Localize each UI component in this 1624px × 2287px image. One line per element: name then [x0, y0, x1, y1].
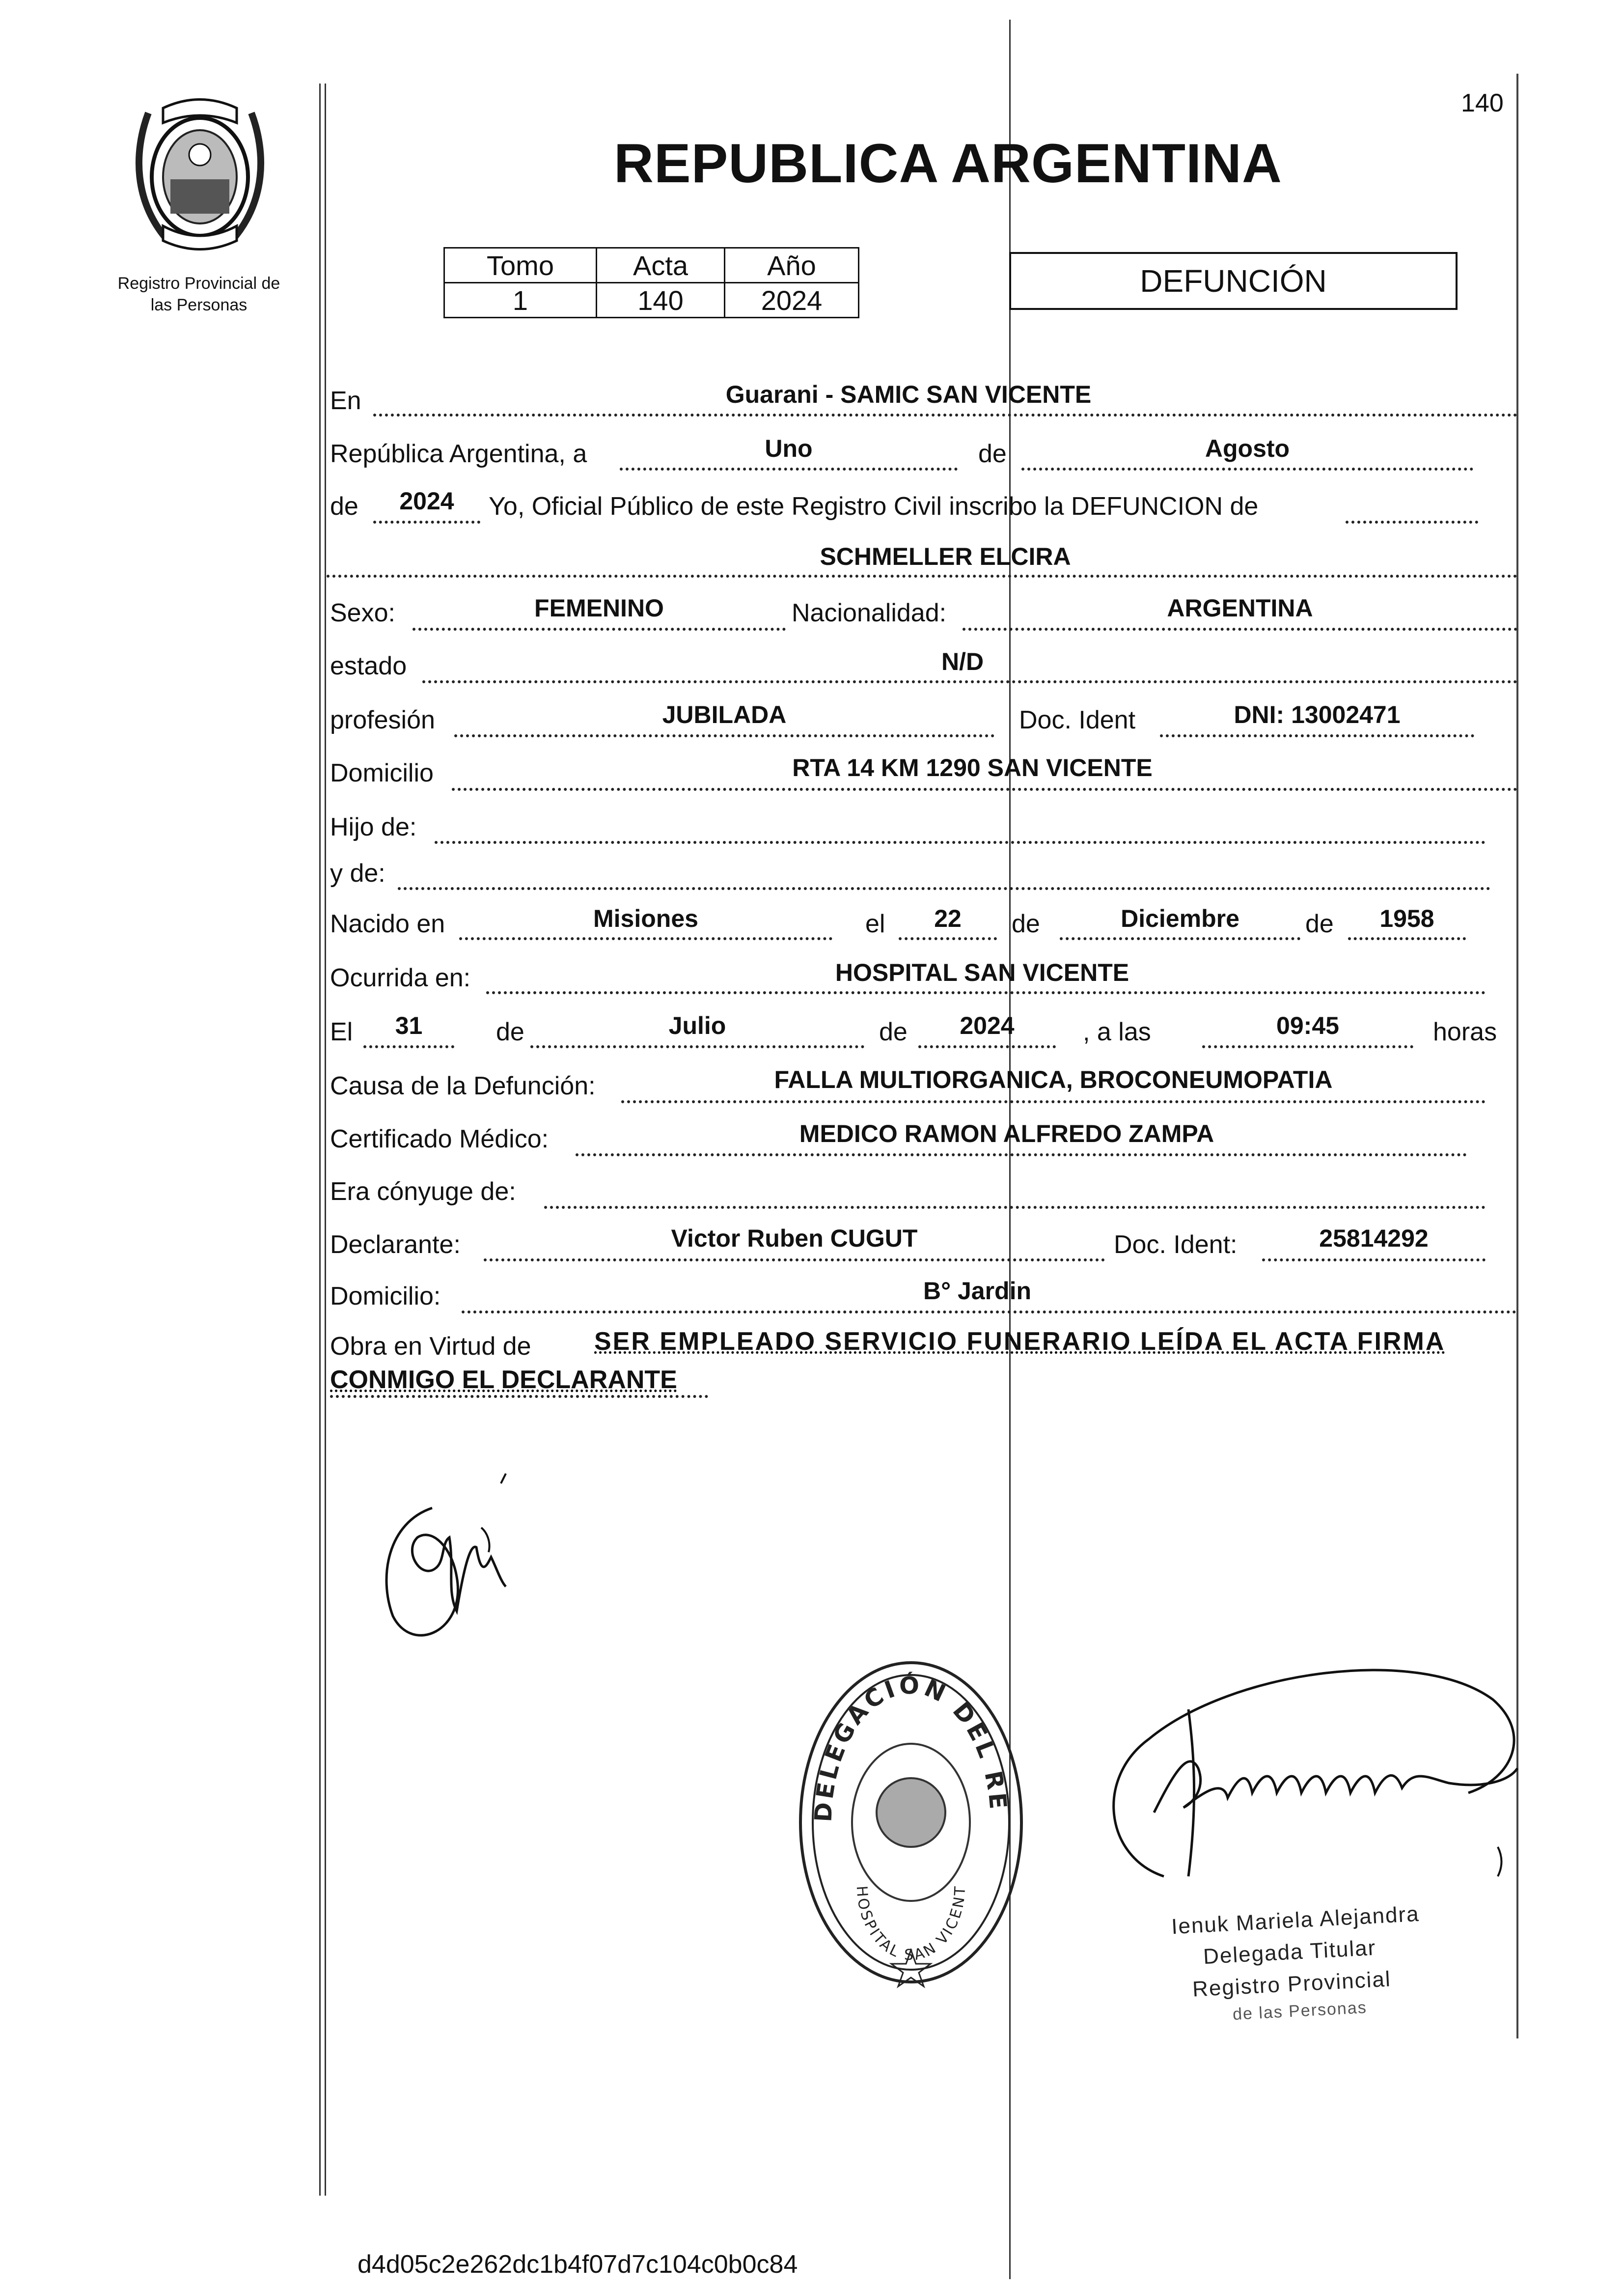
acta-header: Acta — [597, 248, 725, 283]
year-line — [373, 521, 480, 524]
en-line — [373, 414, 1517, 417]
domicilio2-label: Domicilio: — [330, 1282, 441, 1311]
nacionalidad-line — [963, 628, 1517, 631]
registry-line-2: las Personas — [150, 296, 248, 315]
page-number: 140 — [1461, 89, 1504, 117]
sexo-value: FEMENINO — [534, 594, 664, 622]
misiones-logo — [129, 93, 271, 255]
officer-position: Delegada Titular — [1202, 1935, 1377, 1969]
death-time-value: 09:45 — [1276, 1012, 1339, 1039]
birth-month-value: Diciembre — [1121, 905, 1239, 932]
seal-inner-text: HOSPITAL SAN VICENT — [853, 1884, 969, 1964]
certificado-line — [576, 1153, 1467, 1156]
y-de-line — [398, 887, 1490, 890]
birth-month-line — [1060, 937, 1300, 940]
declarant-signature — [358, 1469, 535, 1655]
doc-ident-label: Doc. Ident — [1019, 706, 1136, 734]
causa-value: FALLA MULTIORGANICA, BROCONEUMOPATIA — [774, 1066, 1333, 1093]
year-value: 2024 — [399, 487, 454, 515]
yo-line — [1346, 521, 1478, 524]
death-time-line — [1202, 1045, 1413, 1048]
left-margin-rule — [319, 84, 326, 2196]
sexo-label: Sexo: — [330, 599, 395, 627]
declarante-label: Declarante: — [330, 1230, 461, 1259]
ocurrida-label: Ocurrida en: — [330, 964, 471, 992]
yo-text: Yo, Oficial Público de este Registro Civil inscribo la DEFUNCION de — [489, 492, 1259, 521]
book-record-table — [443, 247, 859, 318]
record-type-box: DEFUNCIÓN — [1009, 252, 1458, 310]
hijo-line — [435, 841, 1486, 844]
acta-value: 140 — [597, 283, 725, 318]
obra-text-2: CONMIGO EL DECLARANTE — [330, 1366, 677, 1394]
causa-line — [621, 1100, 1486, 1103]
document-hash: d4d05c2e262dc1b4f07d7c104c0b0c84 — [358, 2250, 798, 2279]
deceased-name: SCHMELLER ELCIRA — [820, 543, 1071, 570]
tomo-value: 1 — [444, 283, 597, 318]
nacido-value: Misiones — [593, 905, 698, 932]
estado-label: estado — [330, 652, 407, 680]
conyuge-line — [544, 1206, 1486, 1209]
nacionalidad-label: Nacionalidad: — [792, 599, 947, 627]
death-year-line — [918, 1045, 1056, 1048]
domicilio-line — [452, 788, 1517, 791]
en-label: En — [330, 387, 361, 415]
profesion-label: profesión — [330, 706, 435, 734]
estado-line — [422, 680, 1517, 683]
de-year-label: de — [330, 492, 358, 521]
declarante-doc-line — [1262, 1258, 1486, 1261]
certificado-value: MEDICO RAMON ALFREDO ZAMPA — [799, 1120, 1214, 1147]
death-month-line — [530, 1045, 864, 1048]
declarante-domicilio-value: B° Jardin — [923, 1277, 1032, 1305]
nacido-label: Nacido en — [330, 910, 445, 938]
name-line — [327, 575, 1517, 578]
doc-ident-line — [1160, 734, 1474, 737]
page-title: REPUBLICA ARGENTINA — [614, 133, 1282, 194]
y-de-label: y de: — [330, 859, 385, 888]
month-line — [1021, 468, 1473, 471]
birth-year-line — [1348, 937, 1466, 940]
death-month-value: Julio — [668, 1012, 726, 1039]
hijo-label: Hijo de: — [330, 813, 417, 841]
nacido-line — [459, 937, 832, 940]
domicilio-value: RTA 14 KM 1290 SAN VICENTE — [792, 754, 1153, 781]
death-day-value: 31 — [395, 1012, 423, 1039]
death-year-value: 2024 — [960, 1012, 1015, 1039]
seal-outer-text: DELEGACIÓN DEL RE — [809, 1672, 1012, 1823]
ocurrida-line — [486, 991, 1486, 994]
de-label: de — [978, 440, 1007, 468]
month-value: Agosto — [1205, 435, 1290, 462]
obra-label: Obra en Virtud de — [330, 1332, 531, 1361]
tomo-header: Tomo — [444, 248, 597, 283]
de-death-year-label: de — [879, 1018, 908, 1046]
day-words-value: Uno — [765, 435, 813, 462]
day-words-line — [620, 468, 958, 471]
el-label: el — [865, 910, 885, 938]
de-death-label: de — [496, 1018, 524, 1046]
republica-label: República Argentina, a — [330, 440, 587, 468]
estado-value: N/D — [941, 648, 984, 675]
profesion-value: JUBILADA — [662, 701, 787, 728]
obra-line-2 — [330, 1395, 708, 1398]
obra-text-1: SER EMPLEADO SERVICIO FUNERARIO LEÍDA EL ACTA FIRMA — [594, 1327, 1446, 1356]
certificado-label: Certificado Médico: — [330, 1125, 549, 1153]
anio-value: 2024 — [725, 283, 859, 318]
officer-name: Ienuk Mariela Alejandra — [1171, 1901, 1420, 1939]
doc-ident-value: DNI: 13002471 — [1234, 701, 1401, 728]
profesion-line — [454, 734, 994, 737]
doc-ident2-label: Doc. Ident: — [1114, 1230, 1238, 1259]
officer-registry: Registro Provincial — [1191, 1967, 1392, 2002]
ocurrida-value: HOSPITAL SAN VICENTE — [835, 959, 1129, 986]
declarante-value: Victor Ruben CUGUT — [671, 1225, 918, 1252]
birth-day-line — [899, 937, 997, 940]
sexo-line — [413, 628, 786, 631]
officer-signature — [1075, 1572, 1537, 1945]
birth-year-value: 1958 — [1379, 905, 1434, 932]
declarante-line — [484, 1258, 1105, 1261]
domicilio2-line — [462, 1311, 1516, 1313]
a-las-label: , a las — [1083, 1018, 1151, 1046]
nacionalidad-value: ARGENTINA — [1167, 594, 1313, 622]
el-death-label: El — [330, 1018, 353, 1046]
domicilio-label: Domicilio — [330, 759, 434, 787]
birth-day-value: 22 — [934, 905, 962, 932]
registry-name — [93, 273, 304, 316]
place-value: Guarani - SAMIC SAN VICENTE — [725, 381, 1092, 408]
death-day-line — [363, 1045, 454, 1048]
officer-registry-2: de las Personas — [1232, 1998, 1368, 2024]
horas-label: horas — [1433, 1018, 1497, 1046]
anio-header: Año — [725, 248, 859, 283]
registry-line-1: Registro Provincial de — [117, 274, 280, 293]
causa-label: Causa de la Defunción: — [330, 1072, 596, 1100]
registry-seal — [793, 1655, 1029, 1989]
de-birth-label: de — [1012, 910, 1040, 938]
declarante-doc-value: 25814292 — [1319, 1225, 1429, 1252]
de-birth-year-label: de — [1305, 910, 1334, 938]
conyuge-label: Era cónyuge de: — [330, 1177, 516, 1206]
